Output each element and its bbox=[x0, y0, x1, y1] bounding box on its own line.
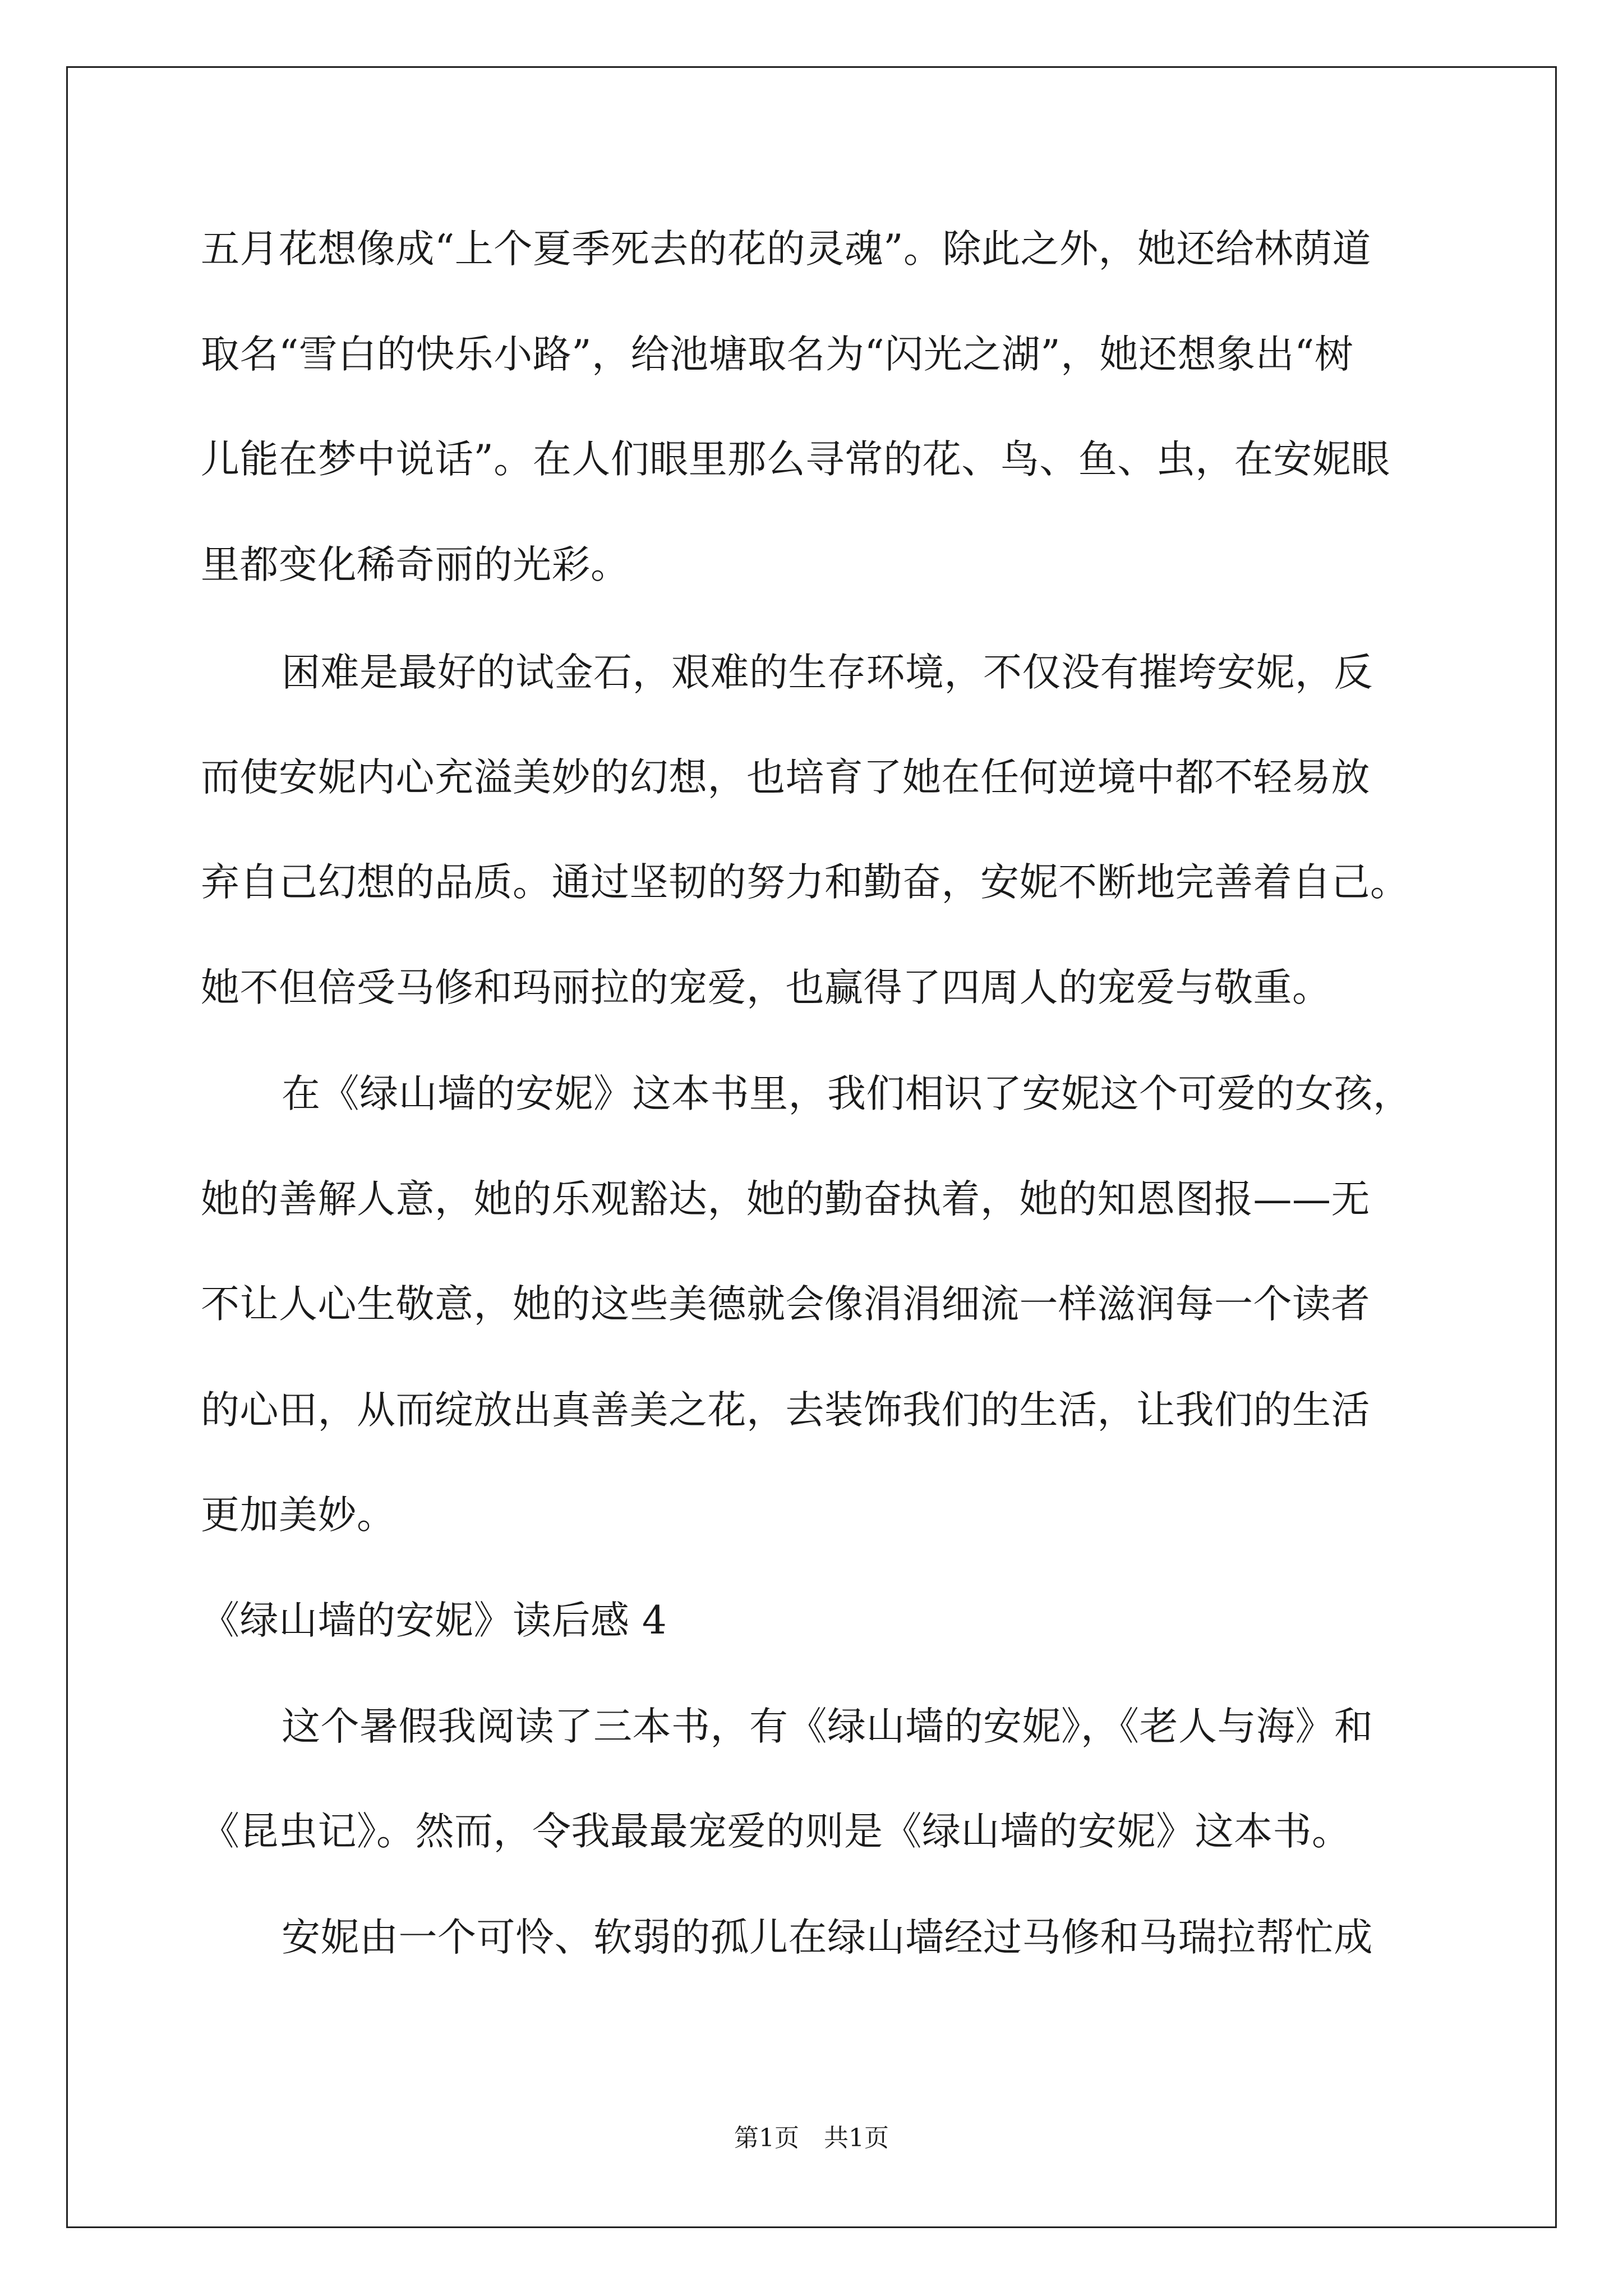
text-line: 儿能在梦中说话”。在人们眼里那么寻常的花、鸟、鱼、虫，在安妮眼 bbox=[201, 437, 1390, 482]
section-heading: 《绿山墙的安妮》读后感 4 bbox=[201, 1598, 667, 1643]
page-border bbox=[66, 66, 1557, 2228]
text-line: 弃自己幻想的品质。通过坚韧的努力和勤奋，安妮不断地完善着自己。 bbox=[201, 860, 1409, 905]
paragraph-start-line: 在《绿山墙的安妮》这本书里，我们相识了安妮这个可爱的女孩， bbox=[282, 1071, 1412, 1116]
text-line: 五月花想像成“上个夏季死去的花的灵魂”。除此之外，她还给林荫道 bbox=[201, 227, 1372, 272]
text-line: 《昆虫记》。然而，令我最最宠爱的则是《绿山墙的安妮》这本书。 bbox=[201, 1809, 1351, 1854]
text-line: 她不但倍受马修和玛丽拉的宠爱，也赢得了四周人的宠爱与敬重。 bbox=[201, 965, 1331, 1010]
paragraph-start-line: 这个暑假我阅读了三本书，有《绿山墙的安妮》，《老人与海》和 bbox=[282, 1704, 1373, 1749]
text-line: 里都变化稀奇丽的光彩。 bbox=[201, 542, 630, 587]
text-line: 她的善解人意，她的乐观豁达，她的勤奋执着，她的知恩图报——无 bbox=[201, 1177, 1370, 1222]
text-line: 更加美妙。 bbox=[201, 1493, 396, 1538]
text-line: 而使安妮内心充溢美妙的幻想，也培育了她在任何逆境中都不轻易放 bbox=[201, 755, 1370, 800]
paragraph-start-line: 安妮由一个可怜、软弱的孤儿在绿山墙经过马修和马瑞拉帮忙成 bbox=[282, 1915, 1373, 1960]
text-line: 不让人心生敬意，她的这些美德就会像涓涓细流一样滋润每一个读者 bbox=[201, 1282, 1370, 1327]
text-line: 取名“雪白的快乐小路”，给池塘取名为“闪光之湖”，她还想象出“树 bbox=[201, 332, 1354, 377]
paragraph-start-line: 困难是最好的试金石，艰难的生存环境，不仅没有摧垮安妮，反 bbox=[282, 650, 1373, 695]
page-footer: 第1页 共1页 bbox=[734, 2124, 889, 2152]
text-line: 的心田，从而绽放出真善美之花，去装饰我们的生活，让我们的生活 bbox=[201, 1388, 1370, 1433]
